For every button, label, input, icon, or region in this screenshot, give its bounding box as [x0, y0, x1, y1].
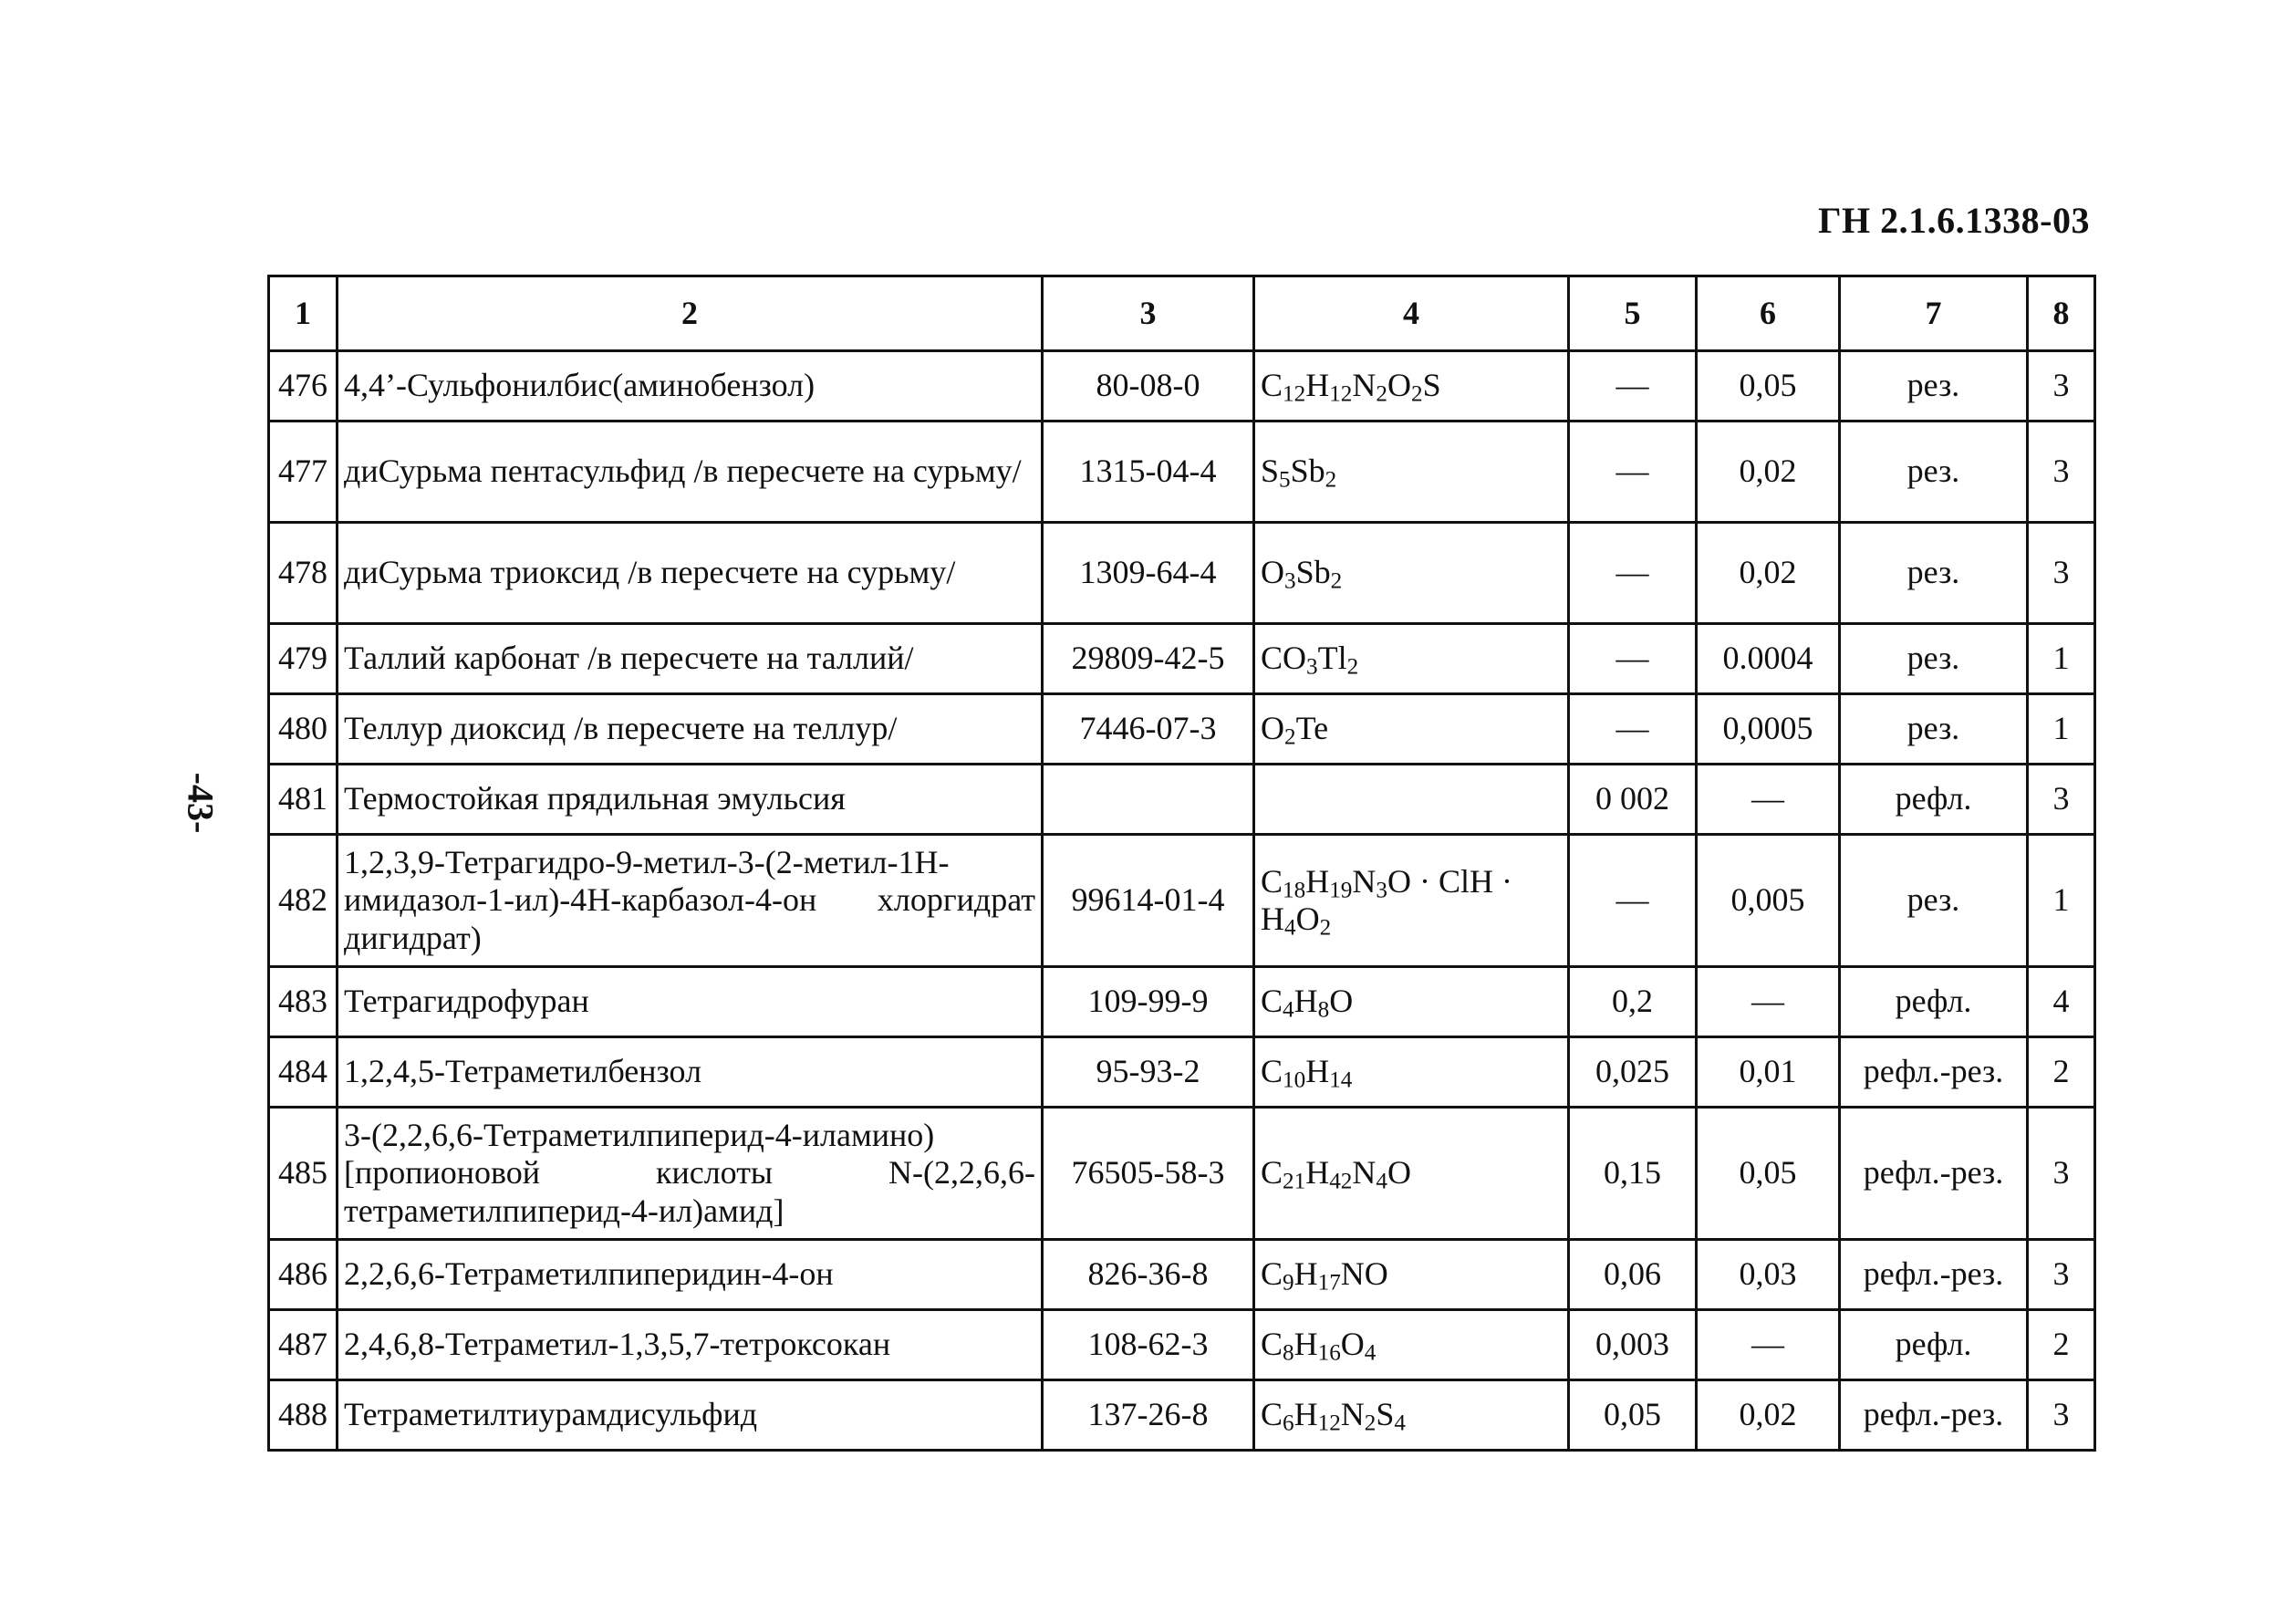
col-header: 3: [1043, 276, 1254, 351]
max-single-limit-cell: 0,06: [1569, 1240, 1697, 1310]
hazard-class-cell: 3: [2028, 1240, 2095, 1310]
substance-name-cell: Термостойкая прядильная эмульсия: [338, 765, 1043, 835]
formula-subscript: 14: [1329, 1067, 1353, 1093]
formula-cell: [1254, 1108, 1569, 1240]
formula-symbol: C: [1261, 862, 1283, 900]
formula-subscript: 3: [1306, 654, 1318, 680]
table-row: [269, 422, 2095, 523]
formula-subscript: 2: [1284, 724, 1296, 750]
max-single-limit-cell: 0 002: [1569, 765, 1697, 835]
limiting-indicator-cell: рефл.-рез.: [1840, 1240, 2028, 1310]
formula-symbol: H: [1305, 862, 1330, 900]
formula-symbol: Te: [1295, 710, 1329, 747]
col-header: 2: [338, 276, 1043, 351]
daily-average-limit-cell: —: [1697, 967, 1840, 1037]
formula-subscript: 4: [1283, 997, 1294, 1023]
substance-name-cell: 1,2,3,9-Тетрагидро-9-метил-3-(2-метил-1Н-имидазол-1-ил)-4Н-карбазол-4-он хлоргидрат дигидрат): [338, 835, 1043, 967]
formula-subscript: 4: [1364, 1340, 1377, 1366]
formula-subscript: 6: [1283, 1410, 1294, 1436]
formula-subscript: 12: [1283, 381, 1306, 407]
max-single-limit-cell: —: [1569, 422, 1697, 523]
max-single-limit-cell: 0,15: [1569, 1108, 1697, 1240]
hazard-class-cell: 1: [2028, 835, 2095, 967]
formula-cell: [1254, 1380, 1569, 1451]
max-single-limit-cell: 0,05: [1569, 1380, 1697, 1451]
formula-symbol: N: [1352, 862, 1377, 900]
document-code: ГН 2.1.6.1338-03: [1818, 200, 2090, 241]
limiting-indicator-cell: рез.: [1840, 624, 2028, 694]
limiting-indicator-cell: рефл.-рез.: [1840, 1108, 2028, 1240]
table-row: [269, 1240, 2095, 1310]
cas-number-cell: 29809-42-5: [1043, 624, 1254, 694]
substance-name-cell: Тетраметилтиурамдисульфид: [338, 1380, 1043, 1451]
cas-number-cell: 80-08-0: [1043, 351, 1254, 422]
hazard-class-cell: 4: [2028, 967, 2095, 1037]
row-number-cell: 486: [269, 1240, 338, 1310]
formula-symbol: O: [1261, 710, 1284, 747]
formula-subscript: 4: [1284, 915, 1296, 941]
substance-name-cell: диСурьма пентасульфид /в пересчете на сурьму/: [338, 422, 1043, 523]
formula-symbol: O: [1387, 367, 1411, 404]
daily-average-limit-cell: 0,0005: [1697, 694, 1840, 765]
formula-cell: [1254, 422, 1569, 523]
table-row: [269, 523, 2095, 624]
formula-subscript: 12: [1329, 381, 1353, 407]
daily-average-limit-cell: 0,03: [1697, 1240, 1840, 1310]
row-number-cell: 487: [269, 1310, 338, 1380]
substances-table: [267, 275, 2096, 1452]
hazard-class-cell: 3: [2028, 1380, 2095, 1451]
formula-subscript: 18: [1283, 878, 1306, 903]
formula-subscript: 3: [1284, 568, 1296, 594]
col-header: 7: [1840, 276, 2028, 351]
formula-symbol: N: [1352, 1154, 1377, 1192]
daily-average-limit-cell: 0,05: [1697, 351, 1840, 422]
col-header: 6: [1697, 276, 1840, 351]
daily-average-limit-cell: —: [1697, 765, 1840, 835]
formula-cell: [1254, 624, 1569, 694]
formula-symbol: C: [1261, 1154, 1283, 1192]
limiting-indicator-cell: рез.: [1840, 523, 2028, 624]
daily-average-limit-cell: 0.0004: [1697, 624, 1840, 694]
formula-symbol: Sb: [1295, 554, 1331, 591]
substance-name-cell: 3-(2,2,6,6-Тетраметилпиперид-4-иламино)[пропионовой кислоты N-(2,2,6,6-тетраметилпиперид-4-ил)амид]: [338, 1108, 1043, 1240]
formula-symbol: H: [1293, 1396, 1318, 1433]
row-number-cell: 485: [269, 1108, 338, 1240]
max-single-limit-cell: —: [1569, 694, 1697, 765]
formula-symbol: N: [1352, 367, 1377, 404]
limiting-indicator-cell: рез.: [1840, 835, 2028, 967]
daily-average-limit-cell: 0,05: [1697, 1108, 1840, 1240]
formula-subscript: 2: [1319, 915, 1332, 941]
daily-average-limit-cell: 0,02: [1697, 1380, 1840, 1451]
max-single-limit-cell: —: [1569, 351, 1697, 422]
hazard-class-cell: 3: [2028, 1108, 2095, 1240]
formula-symbol: C: [1261, 367, 1283, 404]
limiting-indicator-cell: рефл.-рез.: [1840, 1037, 2028, 1108]
formula-symbol: H: [1305, 1053, 1330, 1090]
table-row: [269, 694, 2095, 765]
formula-symbol: Tl: [1317, 640, 1347, 677]
formula-symbol: O · ClH · H: [1261, 862, 1512, 937]
table-row: [269, 624, 2095, 694]
formula-subscript: 2: [1364, 1410, 1377, 1436]
cas-number-cell: 109-99-9: [1043, 967, 1254, 1037]
formula-cell: [1254, 967, 1569, 1037]
limiting-indicator-cell: рефл.: [1840, 967, 2028, 1037]
formula-subscript: 17: [1317, 1270, 1341, 1296]
formula-symbol: Sb: [1290, 453, 1325, 490]
formula-symbol: O: [1340, 1326, 1365, 1363]
row-number-cell: 482: [269, 835, 338, 967]
max-single-limit-cell: —: [1569, 624, 1697, 694]
cas-number-cell: 108-62-3: [1043, 1310, 1254, 1380]
formula-cell: [1254, 765, 1569, 835]
formula-subscript: 2: [1330, 568, 1343, 594]
row-number-cell: 488: [269, 1380, 338, 1451]
formula-subscript: 2: [1325, 467, 1337, 493]
hazard-class-cell: 2: [2028, 1037, 2095, 1108]
formula-symbol: C: [1261, 1396, 1283, 1433]
hazard-class-cell: 3: [2028, 422, 2095, 523]
formula-symbol: C: [1261, 1255, 1283, 1293]
cas-number-cell: 137-26-8: [1043, 1380, 1254, 1451]
col-header: 8: [2028, 276, 2095, 351]
formula-subscript: 9: [1283, 1270, 1294, 1296]
cas-number-cell: 1309-64-4: [1043, 523, 1254, 624]
formula-cell: [1254, 1310, 1569, 1380]
formula-cell: [1254, 694, 1569, 765]
formula-subscript: 4: [1376, 1169, 1387, 1194]
formula-subscript: 2: [1376, 381, 1387, 407]
daily-average-limit-cell: 0,02: [1697, 523, 1840, 624]
cas-number-cell: 99614-01-4: [1043, 835, 1254, 967]
formula-symbol: C: [1261, 1053, 1283, 1090]
formula-subscript: 5: [1279, 467, 1291, 493]
limiting-indicator-cell: рез.: [1840, 422, 2028, 523]
daily-average-limit-cell: 0,005: [1697, 835, 1840, 967]
row-number-cell: 478: [269, 523, 338, 624]
formula-symbol: H: [1293, 1326, 1318, 1363]
formula-cell: [1254, 1037, 1569, 1108]
formula-symbol: O: [1387, 1154, 1411, 1192]
max-single-limit-cell: —: [1569, 835, 1697, 967]
substance-name-cell: Тетрагидрофуран: [338, 967, 1043, 1037]
hazard-class-cell: 3: [2028, 351, 2095, 422]
formula-subscript: 21: [1283, 1169, 1306, 1194]
substance-name-cell: Теллур диоксид /в пересчете на теллур/: [338, 694, 1043, 765]
hazard-class-cell: 1: [2028, 694, 2095, 765]
table-row: [269, 1310, 2095, 1380]
cas-number-cell: 826-36-8: [1043, 1240, 1254, 1310]
cas-number-cell: 95-93-2: [1043, 1037, 1254, 1108]
max-single-limit-cell: —: [1569, 523, 1697, 624]
substance-name-cell: 1,2,4,5-Тетраметилбензол: [338, 1037, 1043, 1108]
cas-number-cell: [1043, 765, 1254, 835]
formula-subscript: 3: [1376, 878, 1387, 903]
substance-name-cell: диСурьма триоксид /в пересчете на сурьму/: [338, 523, 1043, 624]
formula-cell: [1254, 1240, 1569, 1310]
limiting-indicator-cell: рефл.: [1840, 1310, 2028, 1380]
formula-symbol: NO: [1340, 1255, 1388, 1293]
header-row: [269, 276, 2095, 351]
formula-symbol: O: [1261, 554, 1284, 591]
limiting-indicator-cell: рефл.-рез.: [1840, 1380, 2028, 1451]
formula-subscript: 4: [1394, 1410, 1407, 1436]
formula-cell: [1254, 351, 1569, 422]
cas-number-cell: 1315-04-4: [1043, 422, 1254, 523]
col-header: 4: [1254, 276, 1569, 351]
limiting-indicator-cell: рез.: [1840, 351, 2028, 422]
table-row: [269, 1380, 2095, 1451]
hazard-class-cell: 3: [2028, 523, 2095, 624]
hazard-class-cell: 1: [2028, 624, 2095, 694]
hazard-class-cell: 3: [2028, 765, 2095, 835]
hazard-class-cell: 2: [2028, 1310, 2095, 1380]
formula-symbol: N: [1340, 1396, 1365, 1433]
substance-name-cell: 2,4,6,8-Тетраметил-1,3,5,7-тетроксокан: [338, 1310, 1043, 1380]
table-row: [269, 835, 2095, 967]
formula-symbol: CO: [1261, 640, 1307, 677]
row-number-cell: 483: [269, 967, 338, 1037]
limiting-indicator-cell: рефл.: [1840, 765, 2028, 835]
substance-name-cell: 4,4’-Сульфонилбис(аминобензол): [338, 351, 1043, 422]
substance-name-cell: 2,2,6,6-Тетраметилпиперидин-4-он: [338, 1240, 1043, 1310]
daily-average-limit-cell: 0,01: [1697, 1037, 1840, 1108]
formula-symbol: H: [1293, 1255, 1318, 1293]
formula-symbol: H: [1305, 367, 1330, 404]
row-number-cell: 479: [269, 624, 338, 694]
page-number: -43-: [180, 772, 222, 834]
formula-subscript: 16: [1317, 1340, 1341, 1366]
formula-subscript: 12: [1317, 1410, 1341, 1436]
formula-subscript: 42: [1329, 1169, 1353, 1194]
formula-subscript: 2: [1410, 381, 1423, 407]
daily-average-limit-cell: —: [1697, 1310, 1840, 1380]
max-single-limit-cell: 0,025: [1569, 1037, 1697, 1108]
table-row: [269, 1037, 2095, 1108]
formula-symbol: H: [1305, 1154, 1330, 1192]
col-header: 5: [1569, 276, 1697, 351]
max-single-limit-cell: 0,003: [1569, 1310, 1697, 1380]
table-row: [269, 351, 2095, 422]
formula-symbol: H: [1293, 983, 1318, 1020]
formula-cell: [1254, 835, 1569, 967]
row-number-cell: 481: [269, 765, 338, 835]
formula-subscript: 8: [1317, 997, 1330, 1023]
row-number-cell: 484: [269, 1037, 338, 1108]
table-row: [269, 967, 2095, 1037]
formula-cell: [1254, 523, 1569, 624]
row-number-cell: 477: [269, 422, 338, 523]
formula-symbol: C: [1261, 1326, 1283, 1363]
formula-subscript: 8: [1283, 1340, 1294, 1366]
daily-average-limit-cell: 0,02: [1697, 422, 1840, 523]
formula-symbol: S: [1376, 1396, 1395, 1433]
formula-subscript: 19: [1329, 878, 1353, 903]
table-row: [269, 765, 2095, 835]
formula-symbol: O: [1329, 983, 1354, 1020]
cas-number-cell: 76505-58-3: [1043, 1108, 1254, 1240]
row-number-cell: 476: [269, 351, 338, 422]
max-single-limit-cell: 0,2: [1569, 967, 1697, 1037]
formula-subscript: 2: [1346, 654, 1359, 680]
table-row: [269, 1108, 2095, 1240]
formula-symbol: S: [1422, 367, 1441, 404]
formula-subscript: 10: [1283, 1067, 1306, 1093]
col-header: 1: [269, 276, 338, 351]
cas-number-cell: 7446-07-3: [1043, 694, 1254, 765]
formula-symbol: S: [1261, 453, 1280, 490]
substance-name-cell: Таллий карбонат /в пересчете на таллий/: [338, 624, 1043, 694]
formula-symbol: C: [1261, 983, 1283, 1020]
formula-symbol: O: [1295, 900, 1320, 937]
row-number-cell: 480: [269, 694, 338, 765]
limiting-indicator-cell: рез.: [1840, 694, 2028, 765]
